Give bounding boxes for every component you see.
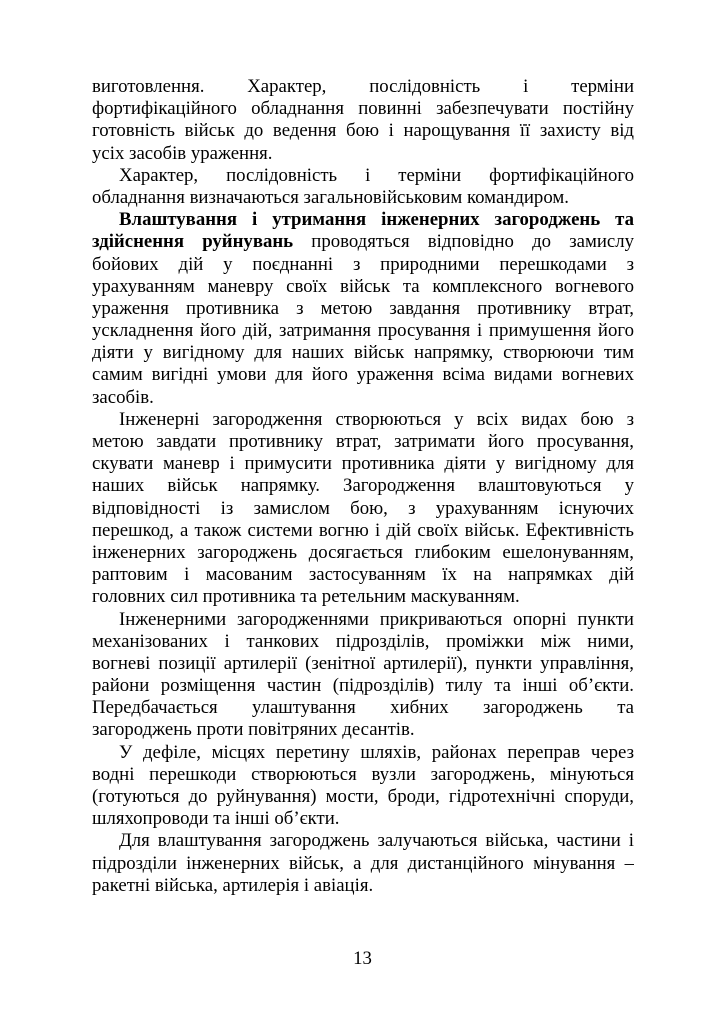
text-line: механізованих і танкових підрозділів, проміжки між ними, [92,630,634,652]
text-line: головних сил противника та ретельним маскуванням. [92,586,520,608]
text-line: наших військ напрямку. Загородження влаштовуються у [92,475,634,497]
text-line: фортифікаційного обладнання повинні забезпечувати постійну [92,98,634,120]
text-line: водні перешкоди створюються вузли загороджень, мінуються [92,763,634,785]
text-line: усіх засобів ураження. [92,142,273,164]
paragraph-6 [92,742,634,831]
text-line: загороджень проти повітряних десантів. [92,719,415,741]
text-line: вогневі позиції артилерії (зенітної артилерії), пункти управління, [92,652,634,674]
text-line: Характер, послідовність і терміни фортифікаційного [119,164,634,186]
text-line [92,231,634,253]
paragraph-3 [92,209,634,409]
paragraph-7 [92,830,634,897]
text-line: (готуються до руйнування) мости, броди, гідротехнічні споруди, [92,786,634,807]
text-line: діяти у вигідному для наших військ напрямку, створюючи тим [92,342,634,364]
text-line: раптовим і масованим застосуванням їх на напрямках дій [92,564,634,586]
text-line: самим вигідні умови для його ураження всіма видами вогневих [92,364,634,386]
bold-heading-fragment: здійснення руйнувань [92,231,294,253]
text-line: Передбачається улаштування хибних загороджень та [92,697,634,719]
text-line: підрозділи інженерних військ, а для дистанційного мінування – [92,852,634,874]
text-line: інженерних загороджень досягається глибоким ешелонуванням, [92,541,634,563]
paragraph-2 [92,165,634,209]
text-line: Інженерні загородження створюються у всіх видах бою з [119,408,634,430]
text-line: Інженерними загородженнями прикриваються опорні пункти [119,608,634,630]
paragraph-5 [92,609,634,742]
text-line: скувати маневр і примусити противника діяти у вигідному для [92,453,634,475]
paragraph-1 [92,76,634,165]
text-fragment: проводяться відповідно до замислу [293,231,634,253]
text-line: шляхопроводи та інші об’єкти. [92,808,340,830]
text-line: урахуванням маневру своїх військ та комплексного вогневого [92,275,634,297]
document-page [92,76,634,897]
text-line: ускладнення його дій, затримання просування і примушення його [92,320,634,342]
text-line: засобів. [92,386,154,408]
text-line: готовність військ до ведення бою і нарощування її захисту від [92,120,634,142]
page-number: 13 [353,948,372,969]
paragraph-4 [92,409,634,609]
text-line: обладнання визначаються загальновійськовим командиром. [92,186,569,208]
text-line: бойових дій у поєднанні з природними перешкодами з [92,253,634,275]
text-line: ракетні війська, артилерія і авіація. [92,874,374,896]
text-line: перешкод, а також системи вогню і дій своїх військ. Ефективність [92,519,634,541]
text-line: відповідності із замислом бою, з урахуванням існуючих [92,497,634,519]
text-line: райони розміщення частин (підрозділів) тилу та інші об’єкти. [92,675,634,697]
text-line: виготовлення. Характер, послідовність і терміни [92,76,634,97]
bold-heading-line: Влаштування і утримання інженерних загороджень та [119,209,634,231]
text-line: Для влаштування загороджень залучаються війська, частини і [119,830,634,852]
text-line: метою завдати противнику втрат, затримати його просування, [92,431,634,452]
text-line: ураження противника з метою завдання противнику втрат, [92,297,634,319]
text-line: У дефіле, місцях перетину шляхів, районах переправ через [119,741,634,763]
